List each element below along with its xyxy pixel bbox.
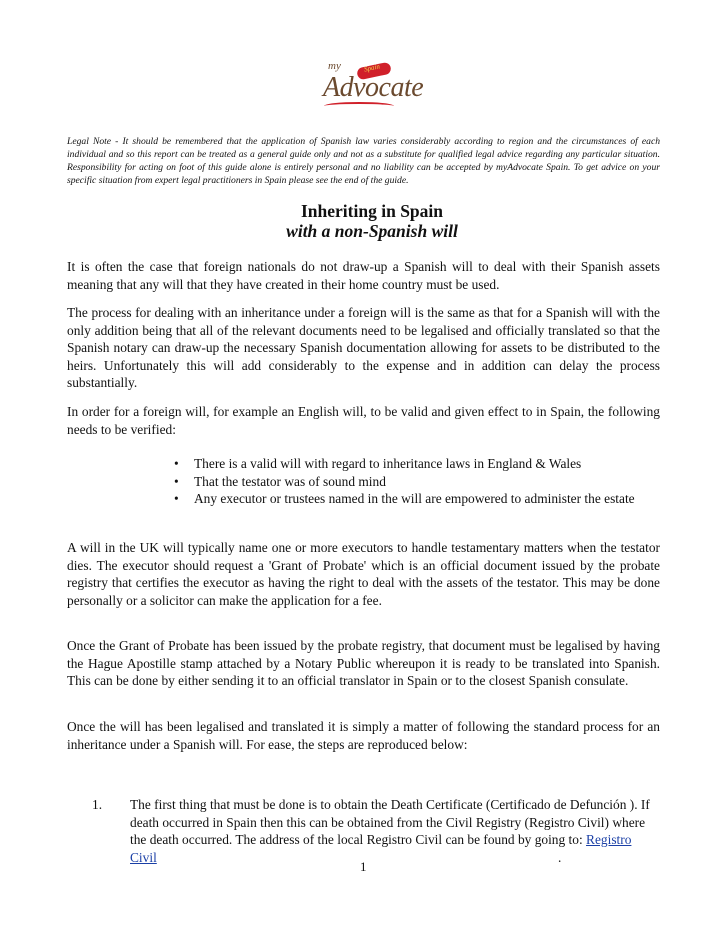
step-trailing-text: .	[558, 849, 562, 865]
paragraph-process: The process for dealing with an inheritance under a foreign will is the same as that for a Spanish will with the only addition being that all of the relevant documents need to be legalised and officially translated so that the Spanish notary can draw-up the necessary Spanish documentation allowing for assets to be distributed to the heirs. Unfortunately this will add considerably to the expense and in addition can delay the process substantially.	[67, 305, 660, 391]
bullet-icon: •	[174, 491, 179, 507]
legal-note: Legal Note - It should be remembered that the application of Spanish law varies considerably according to region and the circumstances of each individual and so this report can be treated as a general guide only and not as a substitute for qualified legal advice regarding any particular situation. Responsibility for acting on foot of this guide alone is entirely personal and no liability can be accepted by myAdvocate Spain. To get advice on your specific situation from expert legal practitioners in Spain please see the end of the guide.	[67, 136, 660, 186]
list-item	[172, 455, 652, 473]
requirements-list	[172, 455, 652, 508]
document-subtitle: with a non-Spanish will	[286, 221, 458, 241]
paragraph-standard-process: Once the will has been legalised and translated it is simply a matter of following the standard process for an inheritance under a Spanish will. For ease, the steps are reproduced below:	[67, 719, 660, 752]
registro-civil-link[interactable]: Registro Civil	[130, 832, 632, 865]
paragraph-executors: A will in the UK will typically name one or more executors to handle testamentary matters when the testator dies. The executor should request a 'Grant of Probate' which is an official document issued by the probate registry that certifies the executor as having the right to deal with the assets of the testator. This may be done personally or a solicitor can make the application for a fee.	[67, 540, 660, 608]
paragraph-intro: It is often the case that foreign nationals do not draw-up a Spanish will to deal with their Spanish assets meaning that any will that they have created in their home country must be used.	[67, 259, 660, 292]
logo-my-text: my	[328, 60, 341, 72]
list-item	[92, 796, 652, 866]
logo-brand-text: Advocate	[323, 72, 424, 103]
paragraph-grant-of-probate: Once the Grant of Probate has been issued by the probate registry, that document must be legalised by having the Hague Apostille stamp attached by a Notary Public whereupon it is ready to be translated into Spanish. This can be done by either sending it to an official translator in Spain or to the closest Spanish consulate.	[67, 638, 660, 689]
step-number: 1.	[92, 797, 103, 812]
bullet-icon: •	[174, 473, 179, 489]
bullet-icon: •	[174, 456, 179, 471]
list-item	[172, 490, 652, 508]
list-item	[172, 473, 652, 491]
myadvocate-logo	[320, 60, 424, 112]
list-item-text: Any executor or trustees named in the will are empowered to administer the estate	[194, 491, 635, 507]
document-title: Inheriting in Spain	[301, 201, 443, 221]
page-number: 1	[360, 859, 367, 874]
step-text: The first thing that must be done is to obtain the Death Certificate (Certificado de Defunción ). If death occurred in Spain then this can be obtained from the Civil Registry (Registro Civil) where the death occurred. The address of the local Registro Civil can be found by going to:	[130, 797, 650, 848]
steps-list	[92, 796, 652, 866]
logo-flag-text: Spain	[363, 62, 381, 74]
paragraph-requirements: In order for a foreign will, for example an English will, to be valid and given effect to in Spain, the following needs to be verified:	[67, 404, 660, 437]
list-item-text: That the testator was of sound mind	[194, 473, 386, 489]
list-item-text: There is a valid will with regard to inheritance laws in England & Wales	[194, 456, 582, 471]
logo-swoosh-icon	[324, 102, 394, 110]
